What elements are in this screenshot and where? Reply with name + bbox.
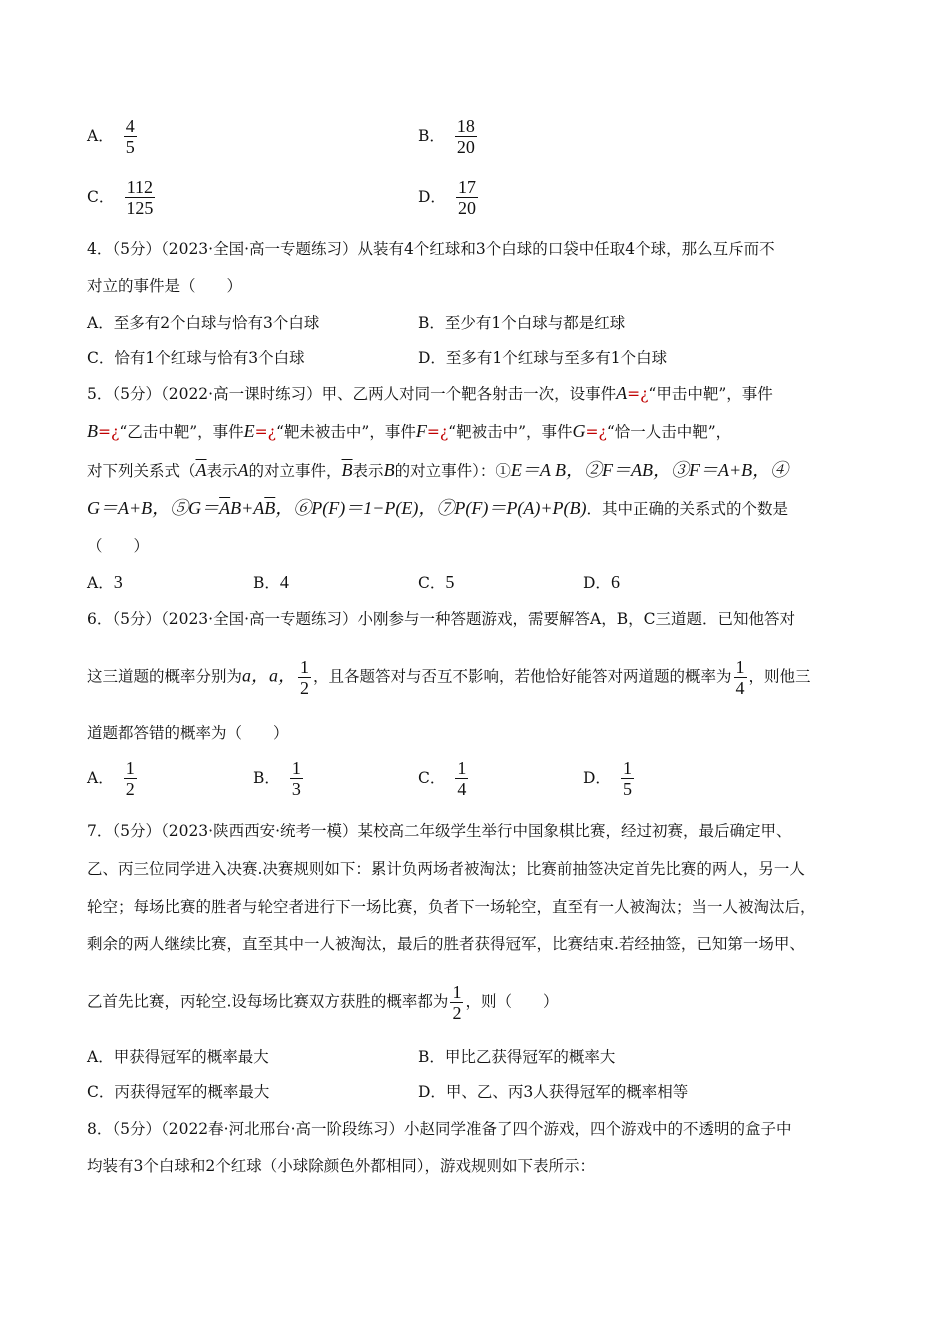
q5-stem-line2: B=¿“乙击中靶”，事件E=¿“靶未被击中”，事件F=¿“靶被击中”，事件G=¿“恰一人击中靶”， xyxy=(87,421,732,441)
fraction: $\frac{1}{3}$ xyxy=(291,758,301,799)
q4-option-a: A．至多有2个白球与恰有3个白球 xyxy=(87,314,320,332)
q5-option-b: B．4 xyxy=(253,572,289,592)
fraction: $\frac{1}{4}$ xyxy=(457,758,467,799)
q7-option-d: D．甲、乙、丙3人获得冠军的概率相等 xyxy=(418,1083,689,1101)
q4-option-d: D．至多有1个红球与至多有1个白球 xyxy=(418,349,668,367)
fraction: $\frac{1}{2}$ xyxy=(452,982,462,1023)
q6-option-d: D． $\frac{1}{5}$ xyxy=(583,758,632,799)
q3-option-c: C． $\frac{112}{125}$ xyxy=(87,177,154,218)
q7-stem-line3: 轮空；每场比赛的胜者与轮空者进行下一场比赛，负者下一场轮空，直至有一人被淘汰；当一人被淘汰后， xyxy=(87,898,816,916)
fraction: $\frac{18}{20}$ xyxy=(456,116,475,157)
q3-option-d: D． $\frac{17}{20}$ xyxy=(418,177,476,218)
q4-option-c: C．恰有1个红球与恰有3个白球 xyxy=(87,349,305,367)
q7-stem-line2: 乙、丙三位同学进入决赛.决赛规则如下：累计负两场者被淘汰；比赛前抽签决定首先比赛的两人，另一人 xyxy=(87,860,805,878)
fraction: $\frac{1}{4}$ xyxy=(735,657,745,698)
fraction: $\frac{112}{125}$ xyxy=(126,177,154,218)
q5-stem-line1: 5．（5分）（2022·高一课时练习）甲、乙两人对同一个靶各射击一次，设事件A=¿“甲击中靶”，事件 xyxy=(87,383,773,403)
q4-stem-line2: 对立的事件是（ ） xyxy=(87,277,243,295)
q7-stem-line1: 7．（5分）（2023·陕西西安·统考一模）某校高二年级学生举行中国象棋比赛，经过初赛，最后确定甲、 xyxy=(87,822,792,840)
q6-stem-line1: 6．（5分）（2023·全国·高一专题练习）小刚参与一种答题游戏，需要解答A，B，C三道题．已知他答对 xyxy=(87,610,795,628)
q7-option-a: A．甲获得冠军的概率最大 xyxy=(87,1048,269,1066)
q5-stem-line4: G＝A+B，$⑤G=\overline{A}B+A\overline{B}$，⑥P(F)＝1−P(E)，⑦P(F)＝P(A)+P(B)．其中正确的关系式的个数是 xyxy=(87,498,788,518)
fraction: $\frac{17}{20}$ xyxy=(457,177,476,218)
q6-option-b: B． $\frac{1}{3}$ xyxy=(253,758,301,799)
q6-stem-line3: 道题都答错的概率为（ ） xyxy=(87,724,289,742)
q6-stem-line2: 这三道题的概率分别为a，a， $\frac{1}{2}$ ，且各题答对与否互不影响，若他恰好能答对两道题的概率为 $\frac{1}{4}$ ，则他三 xyxy=(87,657,811,698)
q7-option-c: C．丙获得冠军的概率最大 xyxy=(87,1083,270,1101)
q7-option-b: B．甲比乙获得冠军的概率大 xyxy=(418,1048,616,1066)
fraction: $\frac{1}{2}$ xyxy=(125,758,135,799)
q5-stem-line5: （ ） xyxy=(87,537,150,555)
q5-stem-line3: 对下列关系式（$\overline{A}$表示A的对立事件，$\overline{B}$表示B的对立事件）：①E＝A B，②F＝AB，③F＝A+B，④ xyxy=(87,460,789,480)
q6-option-c: C． $\frac{1}{4}$ xyxy=(418,758,467,799)
q3-option-a: A． $\frac{4}{5}$ xyxy=(87,116,135,157)
q4-stem-line1: 4．（5分）（2023·全国·高一专题练习）从装有4个红球和3个白球的口袋中任取4个球，那么互斥而不 xyxy=(87,240,775,258)
q5-option-d: D．6 xyxy=(583,572,620,592)
q8-stem-line1: 8．（5分）（2022春·河北邢台·高一阶段练习）小赵同学准备了四个游戏，四个游戏中的不透明的盒子中 xyxy=(87,1120,792,1138)
fraction: $\frac{1}{5}$ xyxy=(622,758,632,799)
q7-stem-line5: 乙首先比赛，丙轮空.设每场比赛双方获胜的概率都为 $\frac{1}{2}$ ，则（ ） xyxy=(87,982,559,1023)
q5-option-c: C．5 xyxy=(418,572,455,592)
q4-option-b: B．至少有1个白球与都是红球 xyxy=(418,314,626,332)
q6-option-a: A． $\frac{1}{2}$ xyxy=(87,758,135,799)
q5-option-a: A．3 xyxy=(87,572,123,592)
fraction: $\frac{4}{5}$ xyxy=(125,116,135,157)
q8-stem-line2: 均装有3个白球和2个红球（小球除颜色外都相同），游戏规则如下表所示： xyxy=(87,1157,595,1175)
relation-1: E＝A B xyxy=(510,460,566,480)
fraction: $\frac{1}{2}$ xyxy=(300,657,310,698)
q7-stem-line4: 剩余的两人继续比赛，直至其中一人被淘汰，最后的胜者获得冠军，比赛结束.若经抽签，已知第一场甲、 xyxy=(87,935,805,953)
garbled-symbol: =¿ xyxy=(627,385,649,403)
q3-option-b: B． $\frac{18}{20}$ xyxy=(418,116,475,157)
